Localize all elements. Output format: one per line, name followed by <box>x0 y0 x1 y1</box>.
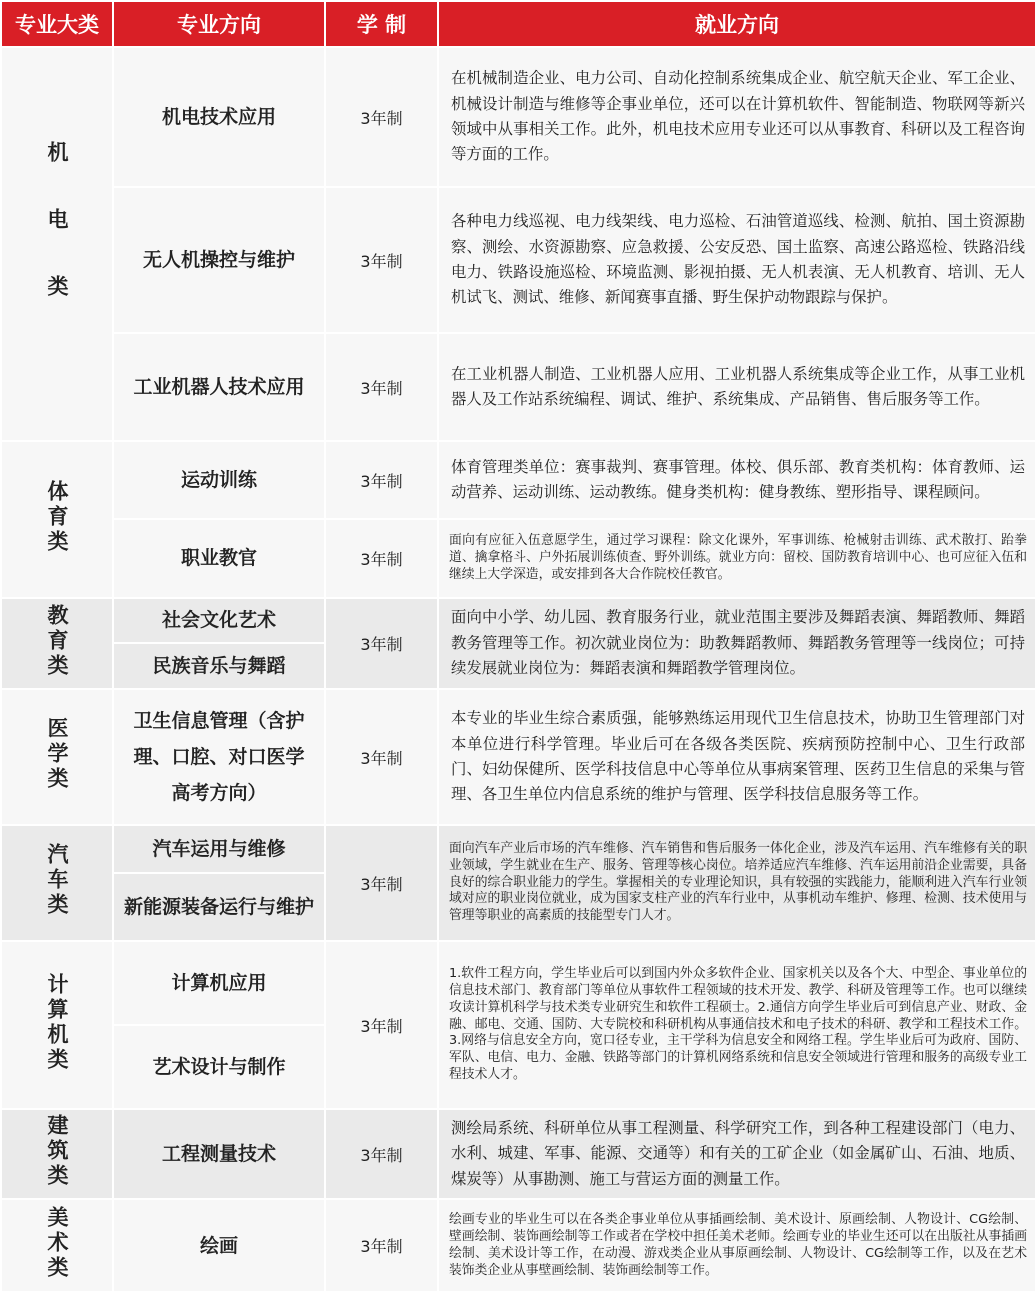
employment-cell: 绘画专业的毕业生可以在各类企事业单位从事插画绘制、美术设计、原画绘制、人物设计、CG绘制、壁画绘制、装饰画绘制等工作或者在学校中担任美术老师。绘画专业的毕业生还可以在出版社从事插画绘制、美术设计等工作，在动漫、游戏类企业从事原画绘制、人物设计、CG绘制等工作，以及在艺术装饰类企业从事壁画绘制、装饰画绘制等工作。 <box>438 1199 1035 1292</box>
duration-cell: 3年制 <box>325 47 438 187</box>
major-cell: 工业机器人技术应用 <box>113 333 325 441</box>
category-cell: 美术类 <box>1 1199 113 1292</box>
table-row <box>1 689 1035 825</box>
employment-cell: 在工业机器人制造、工业机器人应用、工业机器人系统集成等企业工作，从事工业机器人及工作站系统编程、调试、维护、系统集成、产品销售、售后服务等工作。 <box>438 333 1035 441</box>
employment-cell: 本专业的毕业生综合素质强，能够熟练运用现代卫生信息技术，协助卫生管理部门对本单位进行科学管理。毕业后可在各级各类医院、疾病预防控制中心、卫生行政部门、妇幼保健所、医学科技信息中心等单位从事病案管理、医药卫生信息的采集与管理、各卫生单位内信息系统的维护与管理、医学科技信息服务等工作。 <box>438 689 1035 825</box>
major-cell: 民族音乐与舞蹈 <box>113 643 325 689</box>
table-row <box>1 333 1035 441</box>
major-cell: 无人机操控与维护 <box>113 187 325 333</box>
duration-cell: 3年制 <box>325 441 438 519</box>
table-row <box>1 1199 1035 1292</box>
header-category: 专业大类 <box>1 1 113 47</box>
major-cell: 绘画 <box>113 1199 325 1292</box>
category-cell: 医学类 <box>1 689 113 825</box>
employment-cell: 体育管理类单位：赛事裁判、赛事管理。体校、俱乐部、教育类机构：体育教师、运动营养、运动训练、运动教练。健身类机构：健身教练、塑形指导、课程顾问。 <box>438 441 1035 519</box>
header-duration: 学 制 <box>325 1 438 47</box>
category-cell: 机电类 <box>1 47 113 441</box>
category-cell: 汽车类 <box>1 825 113 941</box>
table-header <box>1 1 1035 47</box>
category-cell: 教育类 <box>1 598 113 689</box>
duration-cell: 3年制 <box>325 333 438 441</box>
major-cell: 工程测量技术 <box>113 1109 325 1199</box>
employment-cell: 1.软件工程方向，学生毕业后可以到国内外众多软件企业、国家机关以及各个大、中型企、事业单位的信息技术部门、教育部门等单位从事软件工程领域的技术开发、教学、科研及管理等工作。也可以继续攻读计算机科学与技术类专业研究生和软件工程硕士。2.通信方向学生毕业后可到信息产业、财政、金融、邮电、交通、国防、大专院校和科研机构从事通信技术和电子技术的科研、教学和工程技术工作。3.网络与信息安全方向，宽口径专业，主干学科为信息安全和网络工程。学生毕业后可为政府、国防、军队、电信、电力、金融、铁路等部门的计算机网络系统和信息安全领域进行管理和服务的高级专业工程技术人才。 <box>438 941 1035 1109</box>
table-row <box>1 441 1035 519</box>
major-cell: 卫生信息管理（含护理、口腔、对口医学高考方向） <box>113 689 325 825</box>
employment-cell: 面向有应征入伍意愿学生，通过学习课程：除文化课外，军事训练、枪械射击训练、武术散打、跆拳道、擒拿格斗、户外拓展训练侦查、野外训练。就业方向：留校、国防教育培训中心、也可应征入伍和继续上大学深造，或安排到各大合作院校任教官。 <box>438 519 1035 598</box>
employment-cell: 测绘局系统、科研单位从事工程测量、科学研究工作，到各种工程建设部门（电力、水利、城建、军事、能源、交通等）和有关的工矿企业（如金属矿山、石油、地质、煤炭等）从事勘测、施工与营运方面的测量工作。 <box>438 1109 1035 1199</box>
duration-cell: 3年制 <box>325 689 438 825</box>
table-row <box>1 598 1035 643</box>
category-cell: 体育类 <box>1 441 113 598</box>
duration-cell: 3年制 <box>325 598 438 689</box>
major-cell: 机电技术应用 <box>113 47 325 187</box>
duration-cell: 3年制 <box>325 187 438 333</box>
major-cell: 运动训练 <box>113 441 325 519</box>
employment-cell: 面向中小学、幼儿园、教育服务行业，就业范围主要涉及舞蹈表演、舞蹈教师、舞蹈教务管理等工作。初次就业岗位为：助教舞蹈教师、舞蹈教务管理等一线岗位；可持续发展就业岗位为：舞蹈表演和舞蹈教学管理岗位。 <box>438 598 1035 689</box>
employment-cell: 在机械制造企业、电力公司、自动化控制系统集成企业、航空航天企业、军工企业、机械设计制造与维修等企事业单位，还可以在计算机软件、智能制造、物联网等新兴领域中从事相关工作。此外，机电技术应用专业还可以从事教育、科研以及工程咨询等方面的工作。 <box>438 47 1035 187</box>
table-row <box>1 47 1035 187</box>
duration-cell: 3年制 <box>325 941 438 1109</box>
header-employment: 就业方向 <box>438 1 1035 47</box>
table-row <box>1 519 1035 598</box>
duration-cell: 3年制 <box>325 825 438 941</box>
category-cell: 计算机类 <box>1 941 113 1109</box>
major-cell: 汽车运用与维修 <box>113 825 325 873</box>
major-cell: 计算机应用 <box>113 941 325 1025</box>
duration-cell: 3年制 <box>325 1199 438 1292</box>
table-row <box>1 941 1035 1025</box>
major-cell: 社会文化艺术 <box>113 598 325 643</box>
major-cell: 新能源装备运行与维护 <box>113 873 325 941</box>
employment-cell: 各种电力线巡视、电力线架线、电力巡检、石油管道巡线、检测、航拍、国土资源勘察、测绘、水资源勘察、应急救援、公安反恐、国土监察、高速公路巡检、铁路沿线电力、铁路设施巡检、环境监测、影视拍摄、无人机表演、无人机教育、培训、无人机试飞、测试、维修、新闻赛事直播、野生保护动物跟踪与保护。 <box>438 187 1035 333</box>
major-cell: 艺术设计与制作 <box>113 1025 325 1109</box>
employment-cell: 面向汽车产业后市场的汽车维修、汽车销售和售后服务一体化企业，涉及汽车运用、汽车维修有关的职业领域，学生就业在生产、服务、管理等核心岗位。培养适应汽车维修、汽车运用前沿企业需要，具备良好的综合职业能力的学生。掌握相关的专业理论知识，具有较强的实践能力，能顺利进入汽车行业领域对应的职业岗位就业，成为国家支柱产业的汽车行业中，从事机动车维护、修理、检测、技术使用与管理等职业的高素质的技能型专门人才。 <box>438 825 1035 941</box>
table-row <box>1 1109 1035 1199</box>
duration-cell: 3年制 <box>325 519 438 598</box>
table-row <box>1 825 1035 873</box>
major-cell: 职业教官 <box>113 519 325 598</box>
header-major: 专业方向 <box>113 1 325 47</box>
table-row <box>1 187 1035 333</box>
category-cell: 建筑类 <box>1 1109 113 1199</box>
duration-cell: 3年制 <box>325 1109 438 1199</box>
